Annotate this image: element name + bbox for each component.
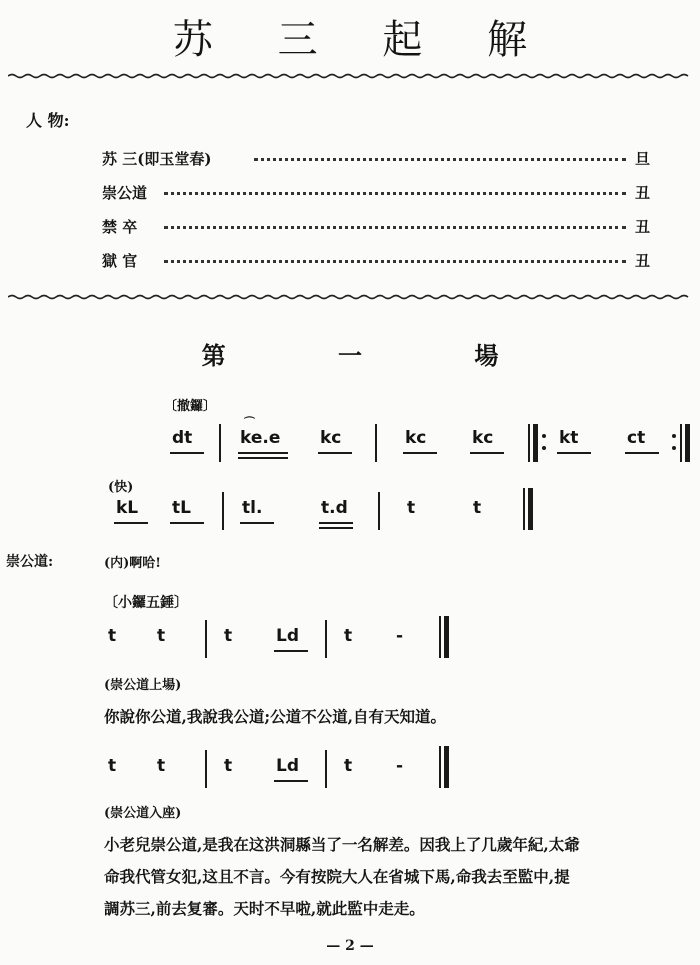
underline	[238, 457, 288, 459]
notation-token: t	[407, 498, 416, 518]
cast-role: 旦	[634, 150, 650, 168]
verse-line: 你說你公道,我說我公道;公道不公道,自有天知道。	[104, 707, 447, 726]
stage-direction: (崇公道入座)	[104, 806, 182, 821]
notation-token: t	[224, 756, 233, 776]
repeat-dot	[672, 434, 676, 438]
underline	[319, 522, 353, 524]
cast-name: 禁 卒	[102, 218, 138, 236]
underline	[319, 527, 353, 529]
notation-token: -	[396, 756, 404, 776]
barline	[205, 620, 207, 658]
leader-dots	[254, 158, 626, 161]
underline	[403, 452, 437, 454]
notation-token: t	[108, 756, 117, 776]
final-barline	[444, 616, 449, 658]
notation-token: ke.e	[240, 428, 281, 448]
notation-token: kc	[405, 428, 427, 448]
repeat-dot	[542, 446, 546, 450]
wavy-divider-top	[8, 73, 692, 79]
page-number: — 2 —	[326, 938, 374, 954]
repeat-barline	[533, 424, 538, 462]
notation-token: ct	[627, 428, 646, 448]
notation-token: t.d	[321, 498, 348, 518]
notation-token: t	[224, 626, 233, 646]
barline	[205, 750, 207, 788]
notation-token: Ld	[276, 756, 300, 776]
cast-member	[102, 216, 654, 238]
cast-role: 丑	[634, 218, 650, 236]
fermata-icon: ⌒	[244, 416, 255, 429]
percussion-cue: 〔撤鑼〕	[164, 399, 217, 414]
notation-token: t	[157, 626, 166, 646]
monologue-line: 小老兒崇公道,是我在这洪洞縣当了一名解差。因我上了几歲年紀,太爺	[104, 835, 580, 854]
leader-dots	[164, 226, 626, 229]
cast-name: 獄 官	[102, 252, 138, 270]
barline	[375, 424, 377, 462]
leader-dots	[164, 260, 626, 263]
barline	[325, 620, 327, 658]
final-barline	[444, 746, 449, 788]
repeat-barline	[685, 424, 690, 462]
repeat-dot	[542, 434, 546, 438]
notation-token: t	[157, 756, 166, 776]
underline	[170, 522, 204, 524]
barline	[222, 492, 224, 530]
cast-role: 丑	[634, 184, 650, 202]
underline	[114, 522, 148, 524]
scene-title: 第 一 場	[201, 342, 551, 370]
barline	[378, 492, 380, 530]
cast-member	[102, 148, 654, 170]
underline	[274, 780, 308, 782]
underline	[274, 650, 308, 652]
cast-member	[102, 250, 654, 272]
notation-token: kt	[559, 428, 579, 448]
offstage-line: (内)啊哈!	[104, 556, 162, 571]
barline	[439, 746, 441, 788]
leader-dots	[164, 192, 626, 195]
cast-role: 丑	[634, 252, 650, 270]
notation-token: t	[108, 626, 117, 646]
cast-heading: 人 物:	[26, 111, 70, 130]
notation-token: dt	[172, 428, 193, 448]
monologue-line: 命我代管女犯,这且不言。今有按院大人在省城下馬,命我去至監中,提	[104, 867, 570, 886]
monologue-line: 調苏三,前去复審。天时不早啦,就此監中走走。	[104, 899, 425, 918]
wavy-divider-middle	[8, 294, 692, 300]
notation-token: tL	[172, 498, 191, 518]
barline	[680, 424, 682, 462]
barline	[325, 750, 327, 788]
page-title: 苏 三 起 解	[172, 17, 554, 63]
underline	[557, 452, 591, 454]
notation-token: kc	[472, 428, 494, 448]
underline	[318, 452, 352, 454]
barline	[523, 488, 525, 530]
notation-token: t	[344, 756, 353, 776]
stage-direction: (崇公道上場)	[104, 678, 182, 693]
notation-token: kc	[320, 428, 342, 448]
barline	[528, 424, 530, 462]
barline	[219, 424, 221, 462]
underline	[470, 452, 504, 454]
notation-token: t	[344, 626, 353, 646]
underline	[238, 452, 288, 454]
notation-token: -	[396, 626, 404, 646]
cast-name: 苏 三(即玉堂春)	[102, 150, 212, 168]
underline	[170, 452, 204, 454]
underline	[625, 452, 659, 454]
final-barline	[528, 488, 533, 530]
notation-token: Ld	[276, 626, 300, 646]
cast-member	[102, 182, 654, 204]
cast-name: 崇公道	[102, 184, 148, 202]
barline	[439, 616, 441, 658]
notation-token: t	[473, 498, 482, 518]
tempo-marking: (快)	[108, 480, 134, 495]
repeat-dot	[672, 446, 676, 450]
notation-token: kL	[116, 498, 139, 518]
notation-token: tl.	[242, 498, 263, 518]
underline	[240, 522, 274, 524]
speaker-name: 崇公道:	[6, 554, 54, 570]
percussion-cue: 〔小鑼五錘〕	[104, 595, 188, 611]
